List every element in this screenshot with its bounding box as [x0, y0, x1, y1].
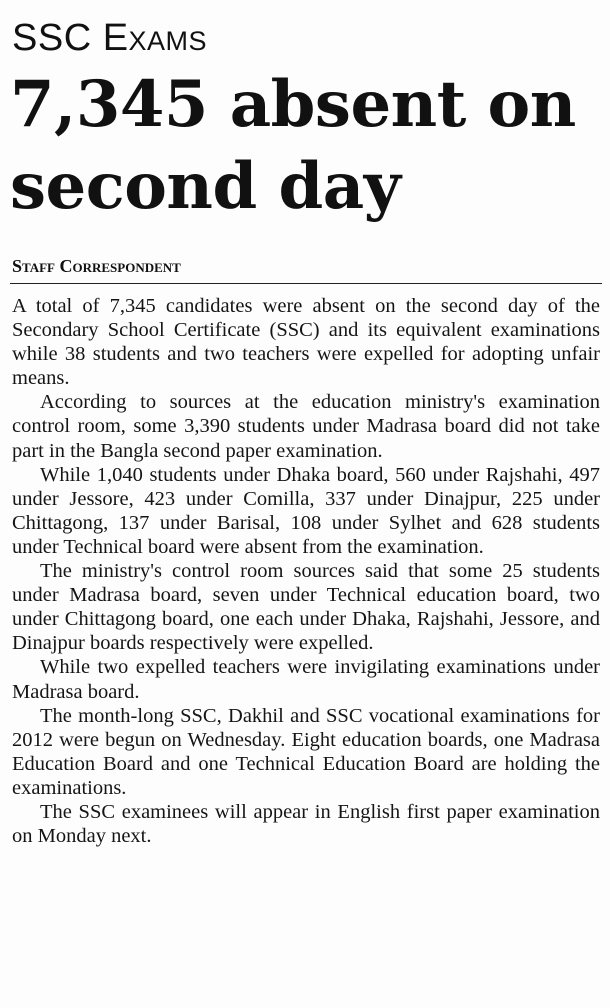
byline-divider: [10, 283, 602, 284]
paragraph-7: The SSC examinees will appear in English first paper examination on Monday next.: [12, 800, 600, 848]
paragraph-2: According to sources at the education ministry's examination control room, some 3,390 students under Madrasa board did not take part in the Bangla second paper examination.: [12, 391, 600, 462]
paragraph-1: A total of 7,345 candidates were absent on the second day of the Secondary School Certificate (SSC) and its equivalent examinations while 38 students and two teachers were expelled for adopting unfair means.: [12, 295, 600, 390]
headline-line-2: second day: [10, 149, 401, 224]
article-body: [12, 294, 600, 848]
article-byline: Staff Correspondent: [12, 256, 181, 276]
paragraph-6: The month-long SSC, Dakhil and SSC vocational examinations for 2012 were begun on Wednesday. Eight education boards, one Madrasa Education Board and one Technical Education Board are holding the examinations.: [12, 704, 600, 799]
article-headline: [10, 64, 604, 228]
paragraph-3: While 1,040 students under Dhaka board, 560 under Rajshahi, 497 under Jessore, 423 under Comilla, 337 under Dinajpur, 225 under Chittagong, 137 under Barisal, 108 under Sylhet and 628 students under Technical board were absent from the examination.: [12, 463, 600, 558]
article-kicker: SSC Exams: [12, 17, 208, 59]
headline-line-1: 7,345 absent on: [10, 67, 576, 142]
paragraph-4: The ministry's control room sources said that some 25 students under Madrasa board, seven under Technical education board, two under Chittagong board, one each under Dhaka, Rajshahi, Jessore, and Dinajpur boards respectively were expelled.: [12, 560, 600, 655]
paragraph-5: While two expelled teachers were invigilating examinations under Madrasa board.: [12, 656, 600, 703]
